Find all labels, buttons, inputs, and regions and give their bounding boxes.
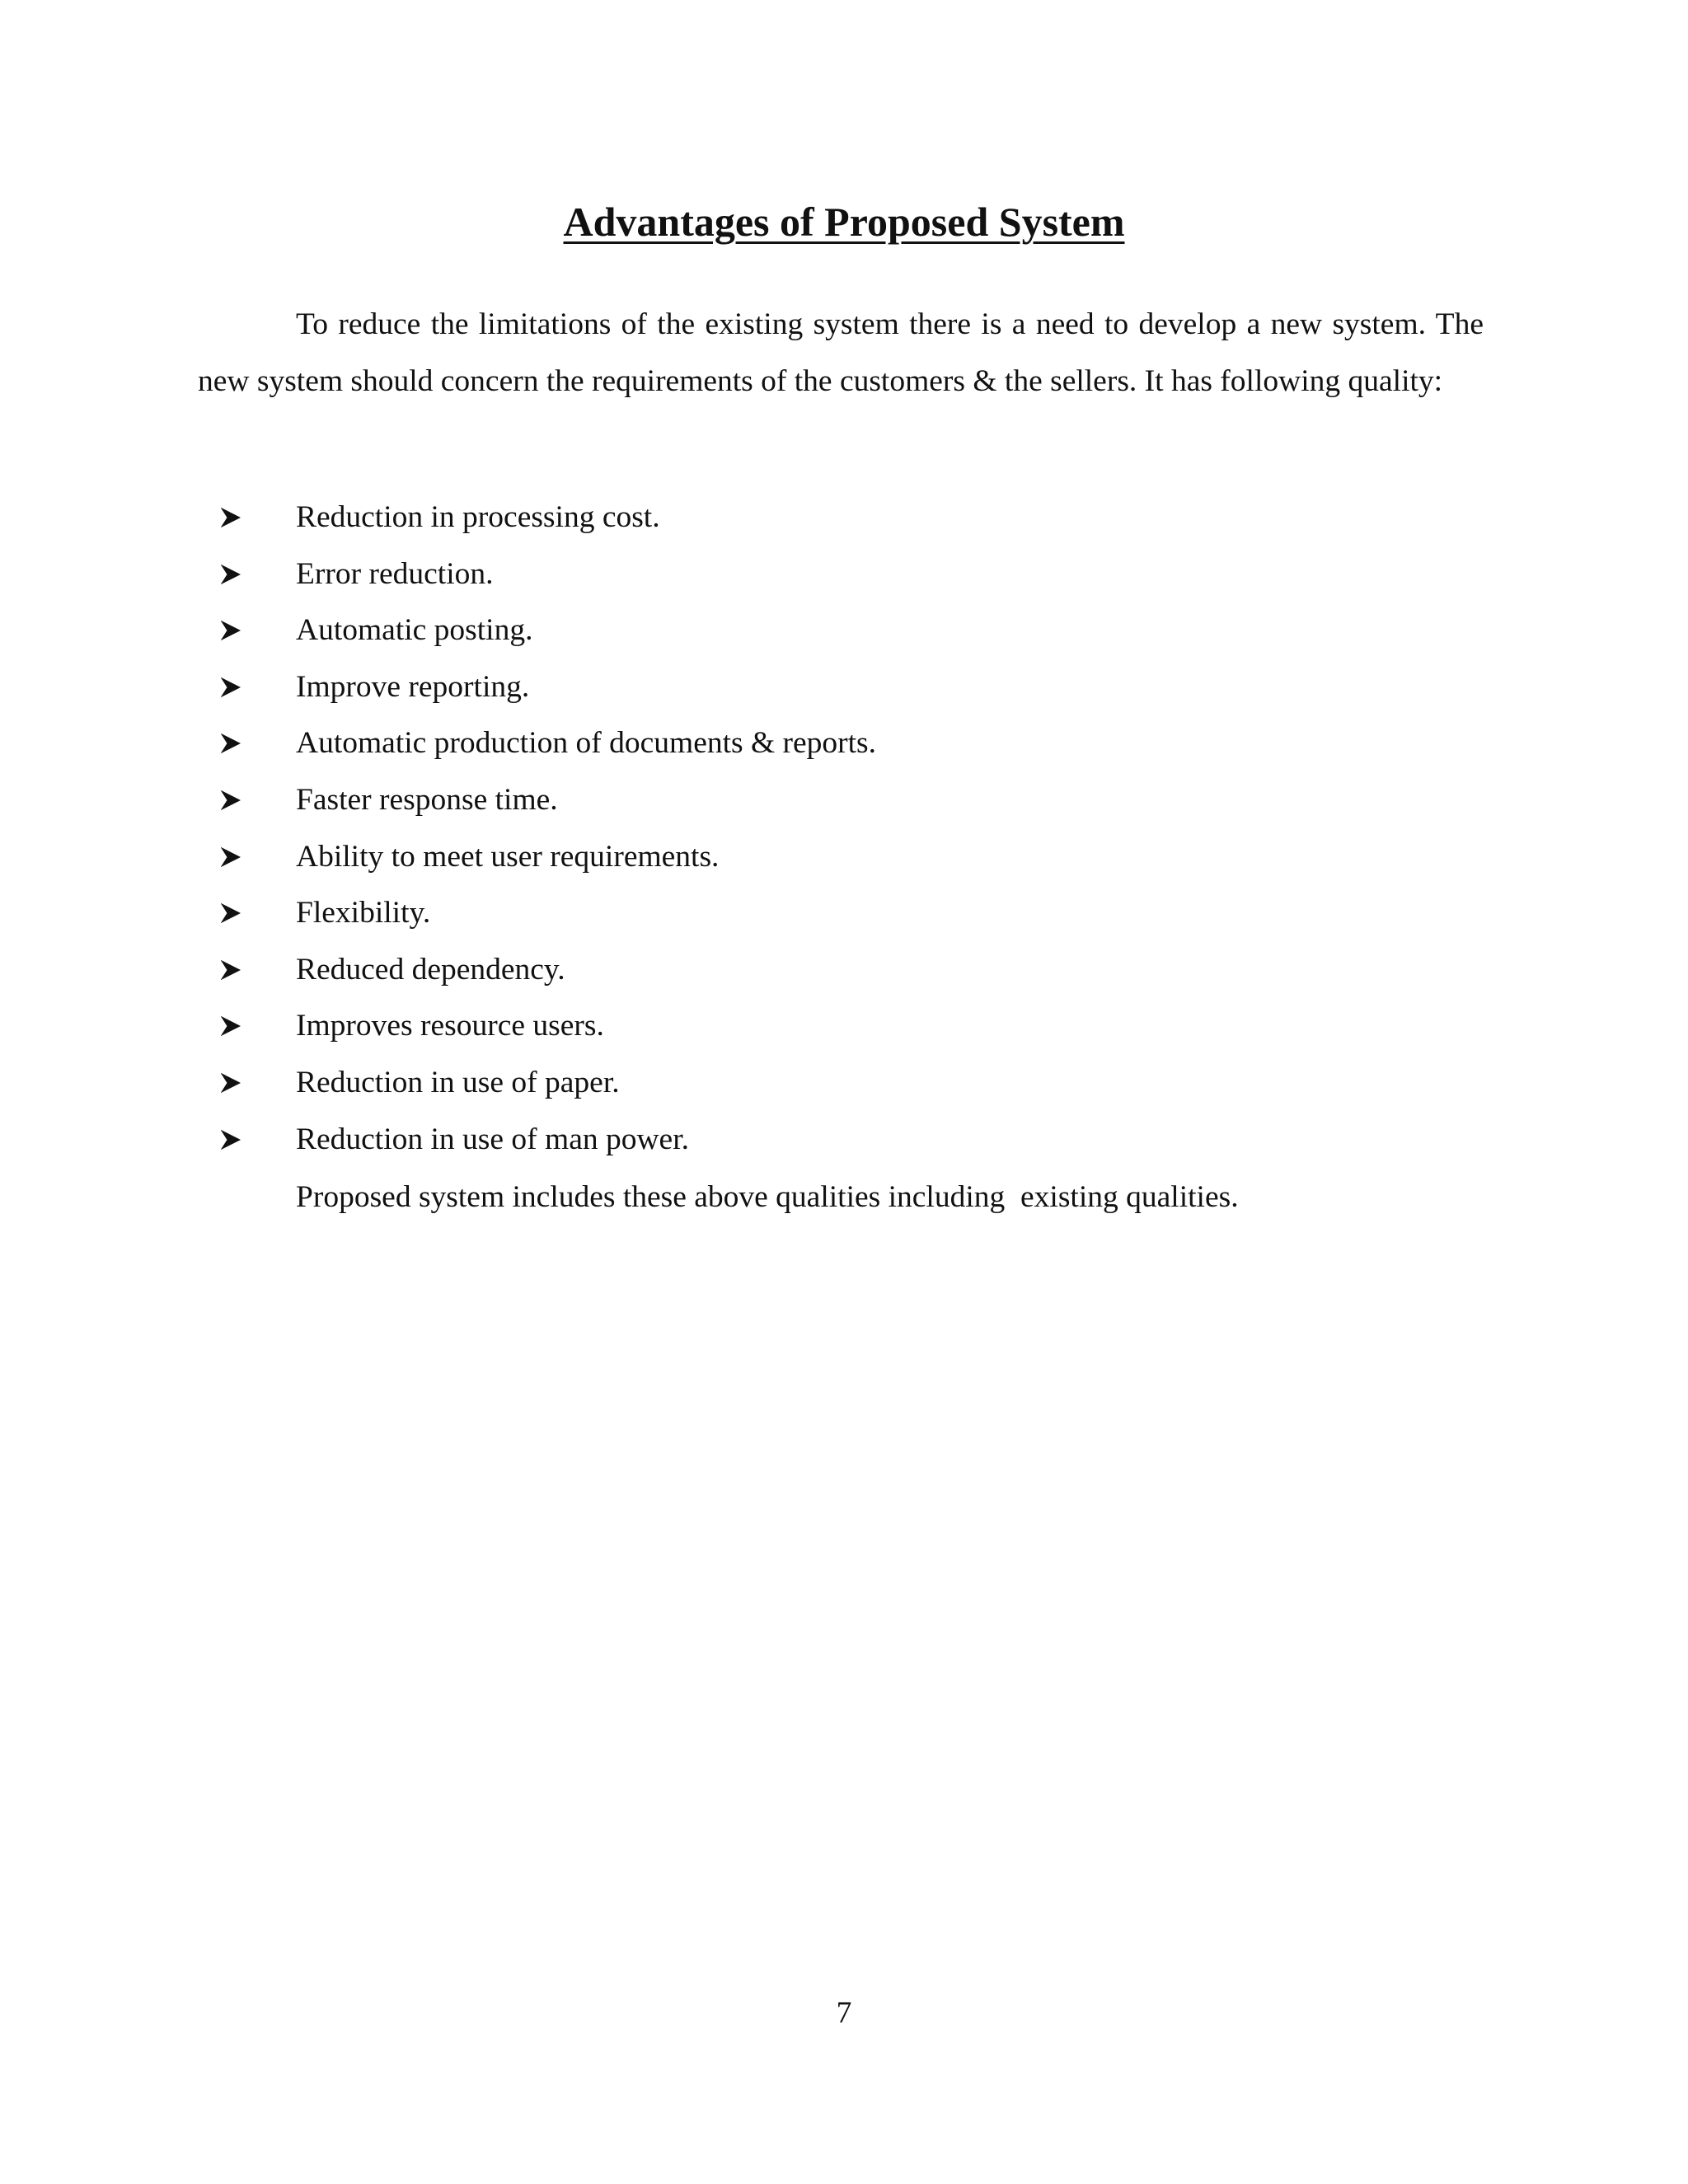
list-item-label: Reduction in use of paper.: [296, 1065, 620, 1099]
list-item-label: Improve reporting.: [296, 669, 530, 704]
list-item: [198, 885, 1484, 942]
list-item-label: Reduction in processing cost.: [296, 500, 660, 534]
arrow-bullet-icon: [221, 1130, 241, 1150]
arrow-bullet-icon: [221, 903, 241, 923]
list-item-label: Reduction in use of man power.: [296, 1122, 689, 1156]
arrow-bullet-icon: [221, 960, 241, 980]
closing-sentence: Proposed system includes these above qualities including existing qualities.: [296, 1180, 1239, 1214]
arrow-bullet-icon: [221, 733, 241, 753]
list-item: [198, 772, 1484, 829]
list-item: [198, 829, 1484, 886]
list-item-label: Reduced dependency.: [296, 952, 565, 987]
arrow-bullet-icon: [221, 508, 241, 527]
arrow-bullet-icon: [221, 790, 241, 810]
list-item-label: Improves resource users.: [296, 1009, 604, 1043]
list-item: [198, 715, 1484, 772]
list-item-label: Error reduction.: [296, 556, 494, 591]
arrow-bullet-icon: [221, 621, 241, 640]
list-item-label: Flexibility.: [296, 896, 431, 930]
list-item-label: Automatic posting.: [296, 613, 533, 648]
advantages-list: [198, 490, 1484, 1168]
list-item: [198, 602, 1484, 659]
arrow-bullet-icon: [221, 1016, 241, 1036]
intro-paragraph: To reduce the limitations of the existing system there is a need to develop a new system. The new system should concern the requirements of the customers & the sellers. It has following quality:: [198, 307, 1484, 398]
arrow-bullet-icon: [221, 1073, 241, 1093]
list-item: [198, 1055, 1484, 1112]
list-item: [198, 1112, 1484, 1169]
page-title: [0, 195, 1688, 248]
list-item: [198, 942, 1484, 999]
list-item: [198, 490, 1484, 546]
page-number: 7: [836, 1996, 852, 2030]
list-item: [198, 659, 1484, 716]
list-item-label: Ability to meet user requirements.: [296, 839, 720, 874]
arrow-bullet-icon: [221, 847, 241, 867]
list-item: [198, 546, 1484, 603]
list-item-label: Faster response time.: [296, 782, 558, 817]
page-title-text: Advantages of Proposed System: [563, 199, 1125, 245]
arrow-bullet-icon: [221, 565, 241, 584]
list-item: [198, 998, 1484, 1055]
list-item-label: Automatic production of documents & reports.: [296, 726, 877, 761]
arrow-bullet-icon: [221, 677, 241, 697]
